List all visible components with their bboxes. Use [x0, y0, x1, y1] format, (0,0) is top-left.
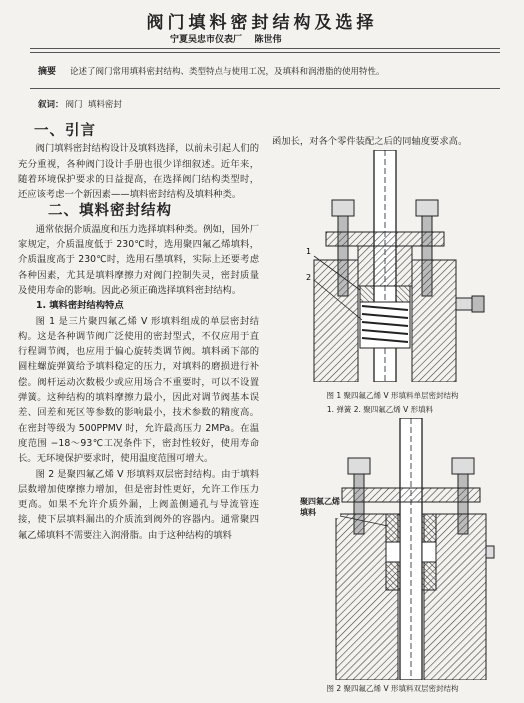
para-packing: 通常依据介质温度和压力选择填料种类。例如，国外厂家规定，介质温度低于 230℃时，选用聚四氟乙烯填料，介质温度高于 230℃时，选用石墨填料，实际上还要考虑各种因素，尤其是填料摩擦力对阀门控制失灵，密封质量及使用寿命的影响。因此必须正确选择填料密封结构。: [18, 223, 259, 296]
figure-1-drawing: [296, 150, 496, 382]
abstract-label: 摘要: [38, 67, 57, 77]
fig1-label-1: 1: [306, 247, 312, 256]
right-top-text: 函加长，对各个零件装配之后的同轴度要求高。: [272, 136, 468, 147]
heading-packing: 二、填料密封结构: [48, 203, 172, 220]
para-fig2: 图 2 是聚四氟乙烯 V 形填料双层密封结构。由于填料层数增加使摩擦力增加，但是密封性更好，允许工作压力更高。如果不允许介质外漏，上阀盖侧通孔与导流管连接，使下层填料漏出的介质流到阀外的容器内。通常聚四氟乙烯填料不需要注入润滑脂。由于这种结构的填料: [18, 468, 259, 541]
heading-intro: 一、引言: [34, 123, 96, 139]
abstract-text: 论述了阀门常用填料密封结构、类型特点与使用工况，及填料和润滑脂的使用特性。: [70, 67, 385, 77]
author-line: 宁夏吴忠市仪表厂 陈世伟: [170, 35, 282, 45]
figure-2-drawing: [296, 418, 496, 680]
para-fig1: 图 1 是三片聚四氟乙烯 V 形填料组成的单层密封结构。这是各种调节阀广泛使用的密封型式，不仅应用于直行程调节阀，也应用于偏心旋转类调节阀。填料函下部的圆柱螺旋弹簧给予填料稳定的压力，对填料的磨损进行补偿。阀杆运动次数极少或应用场合不重要时，可以不设置弹簧。这种结构的填料摩擦力最小，因此对调节阀基本误差、回差和死区等参数的影响最小，技术参数的精度高。在密封等级为 500PPMV 时，允许最高压力 2MPa。在温度范围 −18～93℃工况条件下，密封性较好，使用寿命长。无环境保护要求时，使用温度范围可增大。: [18, 315, 259, 465]
abstract: [38, 66, 498, 78]
para-intro: 阀门填料密封结构设计及填料选择，以前未引起人们的充分重视，各种阀门设计手册也很少详细叙述。近年来，随着环境保护要求的日益提高，在选择阀门结构类型时，还应该考虑一个新因素——填料密封结构及填料种类。: [18, 143, 259, 201]
v-packing: [360, 286, 374, 302]
keywords-text: 阀门 填料密封: [65, 100, 122, 110]
top-rule: [30, 48, 500, 49]
top-rule-2: [30, 52, 500, 53]
upper-packing: [386, 514, 400, 542]
spring: [360, 302, 410, 348]
fig1-subcaption: 1. 弹簧 2. 聚四氟乙烯 V 形填料: [326, 405, 434, 414]
abstract-rule: [30, 88, 500, 89]
fig2-caption: 图 2 聚四氟乙烯 V 形填料双层密封结构: [326, 684, 459, 693]
fig1-caption: 图 1 聚四氟乙烯 V 形填料单层密封结构: [326, 391, 459, 400]
keywords-label: 叙词：: [38, 100, 64, 110]
keywords: [38, 98, 122, 110]
fig2-label: 聚四氟乙烯 填料: [300, 497, 340, 517]
heading-features: 1. 填料密封结构特点: [36, 300, 124, 312]
lower-packing: [386, 562, 400, 590]
article-title: 阀门填料密封结构及选择: [146, 13, 378, 33]
fig1-label-2: 2: [306, 273, 312, 282]
left-column: [18, 124, 259, 543]
